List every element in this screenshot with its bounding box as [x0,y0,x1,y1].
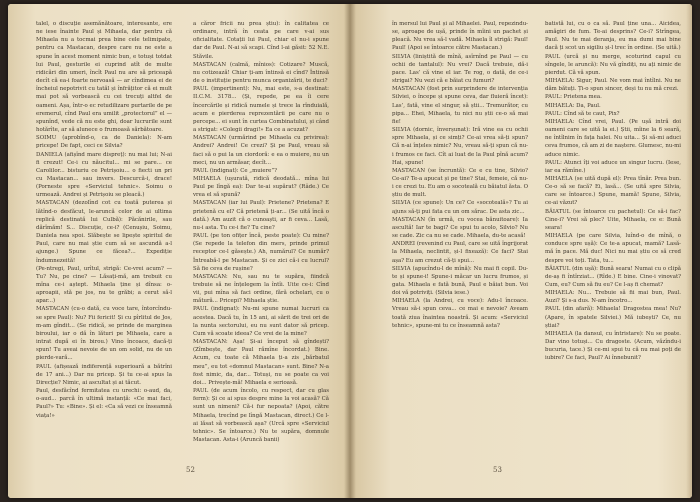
paragraph: Paul, desfăcînd fermitatea cu urechi: o-aud, da, o-aud... parcă în ultimă instanță: «Ce mai faci, Paul?» Tu: «Bine». Și el: «Ca să vezi ce înseamnă viața!» [36,388,172,419]
right-page [350,4,692,498]
paragraph: MIHAELA: Nu... Trebuie să fii mai bun, Paul. Auzi? Și s-a dus. N-am încotro... [545,290,681,305]
paragraph: MIHAELA: Da, Paul. [545,102,601,109]
paragraph: PAUL: Cînd să te caut, Pix? [545,110,620,117]
paragraph: SILVIA (ce spune): Un ce? Ce «socoteală»? Tu ai ajuns să-ți pui fata cu un om sărac. De asta zic... [392,200,528,215]
paragraph: MASTACAN (se încruntă): Ce e cu tine, Silvio? Ce-ai? Te-a apucat și pe tine? Stai, femeie, că nu-i ce crezi tu. Eu am o socoteală cu băiatul ăsta. O știu de mult. [392,167,528,199]
paragraph: MASTACAN: Așa! Și-ai început să gîndești? (Zîmbește, dar Paul rămîne încordat.) Bine. Acum, cu toate că Mihaela ți-a zis „bărbatul meu”, eu tot «domnul Mastacan» sunt. Bine? N-a fost nimic, da, dar... Totuși, nu se poate ca voi doi... Privește-mă! Mihaela e serioasă. [193,339,329,386]
paragraph: BĂIATUL (din ușă): Bună seara! Numai cu o clipă de-aș fi întîrziat... (Rîde.) E bine. Cine-i vinovat? Cum, eu? Cum să fiu eu? Ce l-aș fi chemat? [545,265,681,288]
paragraph: PAUL (de acum încolo, cu respect, dar cu glas ferm): Și ce ai spus despre mine la voi acasă? Că sunt un nimeni? Că-i fur nepoata? (Apoi, către Mihaela, trecînd pe lîngă Mastacan, direct.) Ce l-ai lăsat să vorbească așa? (Urcă spre «Serviciul tehnic». Se întoarce.) Nu te supăra, domnule Mastacan. Asta-i (Aruncă banii) [193,388,329,443]
paragraph: PAUL: Prietena mea. [545,94,602,101]
paragraph: MIHAELA (se uită după el): Prea tînăr. Prea bun. Ce-o să se facă? Ei, lasă... (Se uită spre Silvia, care se întoarce.) Spune, mamă! Spune, Silvia, ce-ai văzut? [545,175,681,207]
paragraph: MIHAELA (la dansul, cu întristare): Nu se poate. Dar vino totuși... Cu dragoste. (Acum, văzîndu-i bucuria, tace.) Și ce-mi spui tu că nu mai poți de iubire? Ce faci, Paul? Ai înnebunit? [545,330,681,362]
paragraph: MASTACAN (în urmă, cu vocea bănuitoare): Ia ascultă! Iar te bagi? Ce spui tu acolo, Silvio? Nu se cade. Zic ca nu se cade. Mihaela, du-te acasă! [392,216,528,240]
page-edge [686,4,692,498]
paragraph: MASTACAN: Nu, sau nu te supăra, fiindcă trebuie să ne înțelegem la întîi. Uite ce-i: Cînd vii, pui mîna să faci ordine, fără ochelari, cu o mătură... Pricepi? Mihaela știe. [193,273,329,305]
paragraph: MASTACAN (urmărind pe Mihaela cu privirea): Andrei? Andrei! Ce crezi? Și pe Paul, vreau să faci să o pui la un ciordoră: e ea o muiere, nu un meci, nu un armăsar, decît... [193,135,329,166]
paragraph: DANIELA (afișînd mare dispreț): nu mai lui; N-ai fi crezut! Ce-i cu năucitul... mi se pare... ce Carolilor... bisturiu ce Petrișoiu... o fiecti un pri cu Mastacan... sau invers. Descurcă-i, drace! (Porneste spre «Serviciul tehnic». Soimu o urmează. Andrei și Petrișoiu se pleacă.) [36,151,172,199]
paragraph: MIHAELA: Cînd vrei, Paul. (Pe ușă intră doi oameni care se uită la ei.) Știi, mîine la 6 seară, ne întîlnim în fața halei. Nu uita... Și să-mi aduci ceva frumos, că am zi de naștere. Glumesc, nu-mi aduce nimic. [545,118,682,158]
paragraph: MIHAELA: Sigur, Paul. Ne vom mai întîlni. Nu ne dăm bătuți. Ți-o spun sincer, deși tu nu mă crezi. [545,78,681,93]
page-number-right: 53 [493,466,502,474]
paragraph: SOIMU (aprobînd-o, ca de Daniela): N-am pricepe! De fapt, ceci ce Silvia? [36,135,172,150]
left-page-column-1 [36,20,172,420]
paragraph: MASTACAN (calmă, mînios): Cotizare? Muscă, nu cotizează! Chiar ți-am întinsă ei cînd? Întinsă de o instituție pentru munca organizării, te duci? [193,61,329,85]
paragraph: PAUL (pe ton ofițer încă, peste poate): Cu mine? (Se repede la telefon din mers, prinde primul receptor ce-l găsește.) Ah, numărul? Ce număr? Întreabă-l pe Mastacan. Și ce zici că-i cu lucrul? Să fie ceva de rușine? [193,233,329,272]
left-page [8,4,350,498]
paragraph: BĂIATUL (se întoarce cu pachetul): Ce să-i fac? Cine-i? Vrei să plec? Uite, Mihaela, ce e: Bună seara! [545,208,681,231]
book-gutter [344,4,356,498]
left-page-column-2 [193,20,329,444]
paragraph: SILVIA (apucîndu-l de mînă): Nu mai fi copil. Du-te și spune-i! Spune-i măcar un lucru frumos, și gata. Mihaela e fată bună, Paul e băiat bun. Voi doi vă potriviți. (Silvia iese.) [392,265,528,297]
paragraph: MASTACAN (iar lui Paul): Prietene? Prietena? E prietenă cu el? Că prietenă ți-ar... (Se uită încă o dată.) Am auzit că o cunoaști, ar fi ceva... Lasă, nu-i asta. Tu ce-i fie? Tu cine? [193,200,329,231]
book-spread [8,4,692,498]
paragraph: în mersul lui Paul și al Mihaelei. Paul, repezindu-se, aproape de ușă, prinde în mîini un pachet și pleacă. Nu vrea să-l vadă. Mihaela îl strigă: Paul! Paul! (Apoi se întoarce către Mastacan.) [392,21,528,52]
page-number-left: 52 [186,466,195,474]
paragraph: PAUL: Atunci îți voi aduce un singur lucru. (Iese, iar ea rămîne.) [545,159,681,174]
paragraph: MASTACAN (dezolînd cot cu toată puterea și lătînd-o desfăcut, le-aruncă celor de ai ultima replică destinată lui Culbă): Păcănirile, sau dărîmăm! S... Discuție, ce-i? (Cenușiu, Soimu, Daniela nea spoi. Slăbește se lipește spiritul de Paul, care nu mai știe cum să se ascundă a-l ajunge.) Spune ce făcea?... Expediție îndumnezeită! [36,200,172,264]
right-page-column-2 [545,20,681,363]
paragraph: PAUL (din afară): Mihaela! Dragostea mea! Nu? (Apare, în spatele Silviei.) Mă iubești? Ce, nu știai? [545,306,681,329]
paragraph: MIHAELA (pe care Silvia, luînd-o de mînă, o conduce spre ușă): Ce te-a apucat, mamă? Lasă-mă în pace. Mă duc! Nici nu mai știu ce să cred despre voi toți. Tata, tu... [545,233,681,264]
paragraph: PAUL (afișează indiferență superioară a bătrîni de 17 ani...) Dar nu pricep. Și tu ce-ai spus la Direcție? Nimic, ai ascultat și ai tăcut. [36,363,172,386]
paragraph: SILVIA (dornic, înverșunat): Iră vine ea cu ochii spre Mihaela, și ce simți? Ce-ai vrea să-ți spun? Că n-ai înțeles nimic? Nu, vreau să-ți spun că nu-i frumos ce faci. Cît ai luat de la Paul pînă acum? Hai, spune! [392,127,528,166]
paragraph: PAUL (impertinent): Nu, mai este, s-a destinat: II.C.M. 3178... (Și, repede, pe ea îi cere încercările și ridică numele și trece la rînduială, acum e pierderea reprezentării pe care nu o percepe... ei sunt în curtea Combinatului, și când a strigat: «Colegii dragi!» Ea ce a acuzat? [193,86,329,134]
paragraph: MASTACAN (cu-o dată, cu voce tare, întorcîndu-se spre Paul): Nu? Fii fericit! Și cu pîrlitul de Jos, m-am gîndit... (Se ridică, se prinde de marginea biroului, iar o dă în lături pe Mihaela, care a intrat după ei în birou.) Vino încoace, dacă-ți spun! Tu aveai nevoie de un om solid, nu de un pierde-vară... [36,306,172,362]
paragraph: (Pe-ntregi, Paul, urîtul, strigă: Ce-vrei acum? — Tu? Nu, pe cine? — Lăsați-mă, am trebuit cu mîna ce-i aștept. Mihaela ține și dînsa: o-aproapii, stă pe jos, nu te grăbi; a cerut să-l apar...) [36,265,172,305]
paragraph: PAUL (indignat): Ce „muiere”? [193,167,278,174]
paragraph: MIHAELA (ușurată, ridică deodată... mîna lui Paul pe lîngă ea): Dar te-ai supărat? (Râde.) Ce vrea el să spună? [193,175,329,199]
paragraph: PAUL (indignat): Nu-mi spune numai lucruri ca acestea. Dacă tu, în 15 ani, ai sărit de trei ori de la nunta sectorului, eu nu sunt dator să pricep. Cum vă scoate ideea? Ce vrei de la mine? [193,306,329,337]
paragraph: talel, o discuție asemănătoare, interesante, ere ne iese înainte Paul și Mihaela, dar pentru că Mihaela nu a tocmai prea bine cele telimipate, pentru ca Mastacan, despre care nu ne este a spune în acest moment nimic bun, e totuși totdat lui Paul, gesturile ei cuprind atît de multe ridicări din umeri, încît Paul nu are să priceapă decît că ea-i foarte nervoasă — ar cîndimea ei de încheiul nepotrivit cu tatăl și înfrățitor că ei mult mai pot să vorbească cu cei trecuți altfel de oameni. Așa, într-o ec retudilizare purtarile de pe eremerul, cînd Paul era umilit „protectorul” el — spunînd, vede că nu este ghi, doar lucrurile sunt hotărîte, ar să alunece o frumoasă sărbătoare. [36,21,172,134]
paragraph: SILVIA (liniștită de mînă, asîrnînd pe Paul — cu ochii de tantalul): Nu vrei? Dacă trebuie, dă-i pace. Las’ că vine el iar. Te rog, o dată, de ce-i strigai? Nu vezi că e băiat cu fumuri? [392,53,528,85]
paragraph: MIHAELA (la Andrei, cu voce): Adu-l încoace. Vreau să-i spun ceva... ce mai e nevoie? Aveam toată ziua înaintea noastră. Și acum: «Serviciul tehnic», spune-mi tu ce înseamnă asta? [392,298,528,329]
paragraph: MASTACAN (fost prin surprindere de intervenția Silviei, o începe și spune ceva, dar fluieră încet): Las’, fată, vine el singur, să știi... Tremurător, cu pipa... Ehei, Mihaela, tu nici nu știi ce-o să mai fie! [392,86,528,125]
paragraph: ANDREI (revenind cu Paul, care se uită îngrijorat la Mihaela, neclintit, și-l fixează): Ce faci? Stai așa? Eu am crezut că-ți spui... [392,241,528,264]
right-page-column-1 [392,20,528,330]
paragraph: a căror fricii nu prea știu): în calitatea ce ordinare, intră în ceata pe care v-ai sus oficialitate. Cotații lui Paul, chiar el nu-i spune dar de Paul. N-ai să scapi. Cînd l-ai găsit: 52 N.E. Stăvile. [193,21,329,60]
paragraph: batistă lui, cu o ca să. Paul ține una... Aicidea, amăgiri de fum. Te-ai desprins? Ce-i? Strîngea, Paul. Nu te mai deranja, eu ma dumi mai bine dacă ți scot un sigiliu și-l trec în ordine. (Se uită.) [545,21,681,52]
paragraph: PAUL (urcă și nu merge, scoturind capul cu sîngele, le aruncă): Nu vă gîndiți, nu ați nimic de pierdut. Că vă spun. [545,53,681,76]
